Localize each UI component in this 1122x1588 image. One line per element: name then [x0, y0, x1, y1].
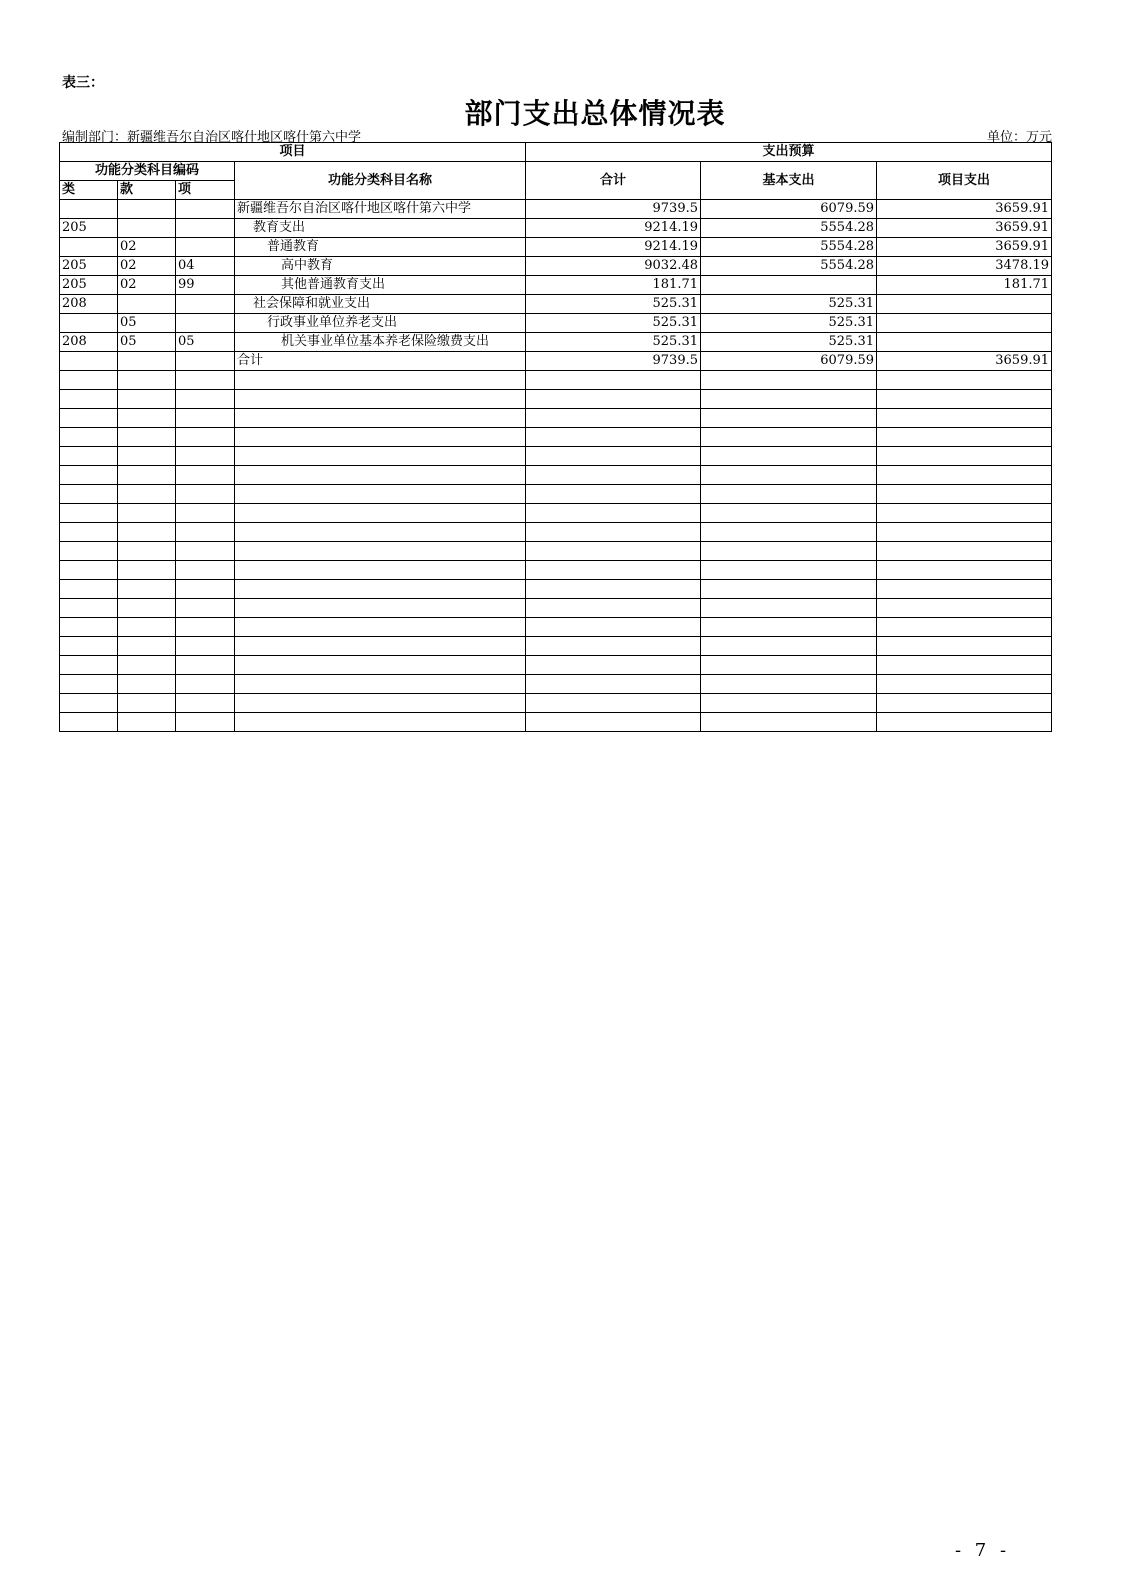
header-lei: 类	[60, 181, 118, 200]
empty-cell	[526, 523, 701, 542]
empty-cell	[526, 713, 701, 732]
empty-cell	[60, 694, 118, 713]
table-label: 表三：	[62, 75, 104, 91]
empty-cell	[176, 675, 235, 694]
table-row	[60, 200, 1052, 219]
empty-cell	[176, 694, 235, 713]
empty-cell	[526, 637, 701, 656]
cell-project: 3659.91	[877, 219, 1052, 238]
empty-cell	[235, 713, 526, 732]
empty-cell	[701, 599, 877, 618]
empty-cell	[176, 390, 235, 409]
empty-cell	[701, 504, 877, 523]
cell-xiang	[176, 314, 235, 333]
empty-cell	[526, 599, 701, 618]
empty-cell	[877, 428, 1052, 447]
empty-cell	[235, 485, 526, 504]
cell-kuan	[118, 352, 176, 371]
header-basic: 基本支出	[701, 162, 877, 200]
empty-cell	[235, 523, 526, 542]
empty-cell	[701, 428, 877, 447]
empty-cell	[701, 618, 877, 637]
cell-project: 3659.91	[877, 238, 1052, 257]
empty-cell	[235, 675, 526, 694]
cell-kuan: 05	[118, 314, 176, 333]
empty-cell	[60, 466, 118, 485]
header-project: 项目	[60, 143, 526, 162]
empty-cell	[701, 713, 877, 732]
header-code-group: 功能分类科目编码	[60, 162, 235, 181]
empty-cell	[235, 618, 526, 637]
cell-name: 机关事业单位基本养老保险缴费支出	[235, 333, 526, 352]
cell-total: 9214.19	[526, 238, 701, 257]
empty-cell	[235, 390, 526, 409]
empty-cell	[118, 542, 176, 561]
empty-cell	[176, 656, 235, 675]
header-budget: 支出预算	[526, 143, 1052, 162]
cell-lei: 205	[60, 276, 118, 295]
empty-cell	[176, 713, 235, 732]
cell-xiang: 99	[176, 276, 235, 295]
empty-cell	[118, 409, 176, 428]
empty-cell	[60, 618, 118, 637]
empty-cell	[235, 371, 526, 390]
cell-xiang	[176, 295, 235, 314]
empty-cell	[176, 523, 235, 542]
empty-cell	[526, 447, 701, 466]
cell-lei: 205	[60, 257, 118, 276]
empty-cell	[235, 561, 526, 580]
empty-cell	[118, 371, 176, 390]
cell-kuan	[118, 219, 176, 238]
cell-kuan: 05	[118, 333, 176, 352]
page-number: - 7 -	[955, 1540, 1011, 1561]
cell-lei	[60, 314, 118, 333]
empty-cell	[235, 504, 526, 523]
empty-cell	[60, 542, 118, 561]
empty-cell	[60, 675, 118, 694]
empty-cell	[118, 675, 176, 694]
empty-cell	[176, 561, 235, 580]
empty-cell	[235, 637, 526, 656]
empty-cell	[877, 675, 1052, 694]
empty-cell	[526, 485, 701, 504]
empty-cell	[526, 694, 701, 713]
empty-cell	[118, 713, 176, 732]
empty-row	[60, 523, 1052, 542]
empty-cell	[701, 371, 877, 390]
empty-row	[60, 447, 1052, 466]
empty-cell	[235, 694, 526, 713]
empty-cell	[60, 580, 118, 599]
empty-cell	[701, 561, 877, 580]
empty-cell	[526, 409, 701, 428]
empty-cell	[701, 656, 877, 675]
empty-cell	[60, 371, 118, 390]
cell-basic: 6079.59	[701, 200, 877, 219]
unit-label: 单位：万元	[986, 130, 1052, 145]
empty-cell	[526, 580, 701, 599]
empty-cell	[877, 694, 1052, 713]
cell-project	[877, 333, 1052, 352]
empty-cell	[176, 599, 235, 618]
empty-cell	[526, 428, 701, 447]
cell-xiang	[176, 238, 235, 257]
cell-total: 525.31	[526, 295, 701, 314]
cell-name: 行政事业单位养老支出	[235, 314, 526, 333]
empty-cell	[235, 428, 526, 447]
cell-lei	[60, 352, 118, 371]
empty-cell	[118, 561, 176, 580]
empty-cell	[701, 542, 877, 561]
empty-cell	[701, 523, 877, 542]
empty-cell	[526, 561, 701, 580]
cell-total: 525.31	[526, 314, 701, 333]
empty-cell	[701, 485, 877, 504]
cell-xiang	[176, 219, 235, 238]
empty-cell	[176, 485, 235, 504]
table-row	[60, 295, 1052, 314]
cell-basic: 525.31	[701, 314, 877, 333]
empty-cell	[877, 713, 1052, 732]
empty-cell	[176, 580, 235, 599]
header-kuan: 款	[118, 181, 176, 200]
empty-cell	[60, 409, 118, 428]
cell-name: 合计	[235, 352, 526, 371]
cell-basic: 525.31	[701, 333, 877, 352]
empty-cell	[60, 428, 118, 447]
empty-cell	[118, 694, 176, 713]
empty-cell	[118, 656, 176, 675]
empty-cell	[877, 580, 1052, 599]
empty-row	[60, 618, 1052, 637]
empty-cell	[235, 447, 526, 466]
cell-total: 181.71	[526, 276, 701, 295]
empty-cell	[176, 447, 235, 466]
cell-project: 3659.91	[877, 200, 1052, 219]
table-row	[60, 352, 1052, 371]
header-row-2	[60, 162, 1052, 181]
empty-cell	[176, 504, 235, 523]
empty-cell	[877, 447, 1052, 466]
cell-project: 3478.19	[877, 257, 1052, 276]
empty-cell	[526, 675, 701, 694]
empty-cell	[176, 428, 235, 447]
cell-name: 新疆维吾尔自治区喀什地区喀什第六中学	[235, 200, 526, 219]
empty-cell	[235, 580, 526, 599]
empty-cell	[701, 580, 877, 599]
empty-cell	[235, 542, 526, 561]
empty-row	[60, 466, 1052, 485]
cell-kuan: 02	[118, 257, 176, 276]
empty-cell	[701, 694, 877, 713]
empty-cell	[877, 656, 1052, 675]
empty-row	[60, 428, 1052, 447]
empty-row	[60, 485, 1052, 504]
empty-cell	[526, 371, 701, 390]
cell-project	[877, 295, 1052, 314]
cell-project: 3659.91	[877, 352, 1052, 371]
cell-total: 9214.19	[526, 219, 701, 238]
empty-cell	[118, 428, 176, 447]
cell-lei	[60, 238, 118, 257]
header-name: 功能分类科目名称	[235, 162, 526, 200]
empty-row	[60, 599, 1052, 618]
empty-cell	[60, 447, 118, 466]
header-total: 合计	[526, 162, 701, 200]
cell-basic: 5554.28	[701, 257, 877, 276]
empty-row	[60, 675, 1052, 694]
empty-cell	[60, 599, 118, 618]
empty-row	[60, 713, 1052, 732]
empty-cell	[176, 409, 235, 428]
empty-cell	[877, 599, 1052, 618]
empty-cell	[118, 447, 176, 466]
header-xiang: 项	[176, 181, 235, 200]
empty-cell	[176, 618, 235, 637]
empty-cell	[701, 675, 877, 694]
empty-cell	[60, 504, 118, 523]
empty-cell	[176, 466, 235, 485]
cell-total: 9032.48	[526, 257, 701, 276]
empty-cell	[118, 599, 176, 618]
empty-cell	[877, 466, 1052, 485]
empty-cell	[176, 371, 235, 390]
empty-cell	[118, 466, 176, 485]
cell-lei: 208	[60, 295, 118, 314]
cell-name: 普通教育	[235, 238, 526, 257]
table-row	[60, 257, 1052, 276]
empty-cell	[526, 504, 701, 523]
empty-cell	[235, 599, 526, 618]
cell-lei: 205	[60, 219, 118, 238]
cell-name: 社会保障和就业支出	[235, 295, 526, 314]
empty-row	[60, 409, 1052, 428]
empty-cell	[701, 637, 877, 656]
empty-cell	[118, 390, 176, 409]
cell-lei: 208	[60, 333, 118, 352]
cell-basic	[701, 276, 877, 295]
cell-total: 9739.5	[526, 200, 701, 219]
empty-cell	[235, 409, 526, 428]
empty-cell	[877, 561, 1052, 580]
empty-cell	[877, 618, 1052, 637]
cell-name: 教育支出	[235, 219, 526, 238]
cell-xiang: 05	[176, 333, 235, 352]
table-row	[60, 314, 1052, 333]
table-row	[60, 238, 1052, 257]
expenditure-table	[59, 142, 1052, 732]
empty-row	[60, 656, 1052, 675]
empty-row	[60, 561, 1052, 580]
empty-cell	[701, 447, 877, 466]
empty-cell	[877, 542, 1052, 561]
table-row	[60, 276, 1052, 295]
empty-cell	[176, 637, 235, 656]
empty-row	[60, 504, 1052, 523]
empty-cell	[701, 409, 877, 428]
empty-cell	[877, 637, 1052, 656]
empty-cell	[60, 637, 118, 656]
cell-total: 525.31	[526, 333, 701, 352]
empty-row	[60, 371, 1052, 390]
cell-basic: 5554.28	[701, 219, 877, 238]
cell-kuan: 02	[118, 276, 176, 295]
cell-xiang: 04	[176, 257, 235, 276]
empty-cell	[60, 390, 118, 409]
empty-cell	[701, 466, 877, 485]
cell-project: 181.71	[877, 276, 1052, 295]
empty-cell	[526, 618, 701, 637]
empty-cell	[526, 466, 701, 485]
cell-kuan	[118, 295, 176, 314]
empty-cell	[877, 371, 1052, 390]
page-title: 部门支出总体情况表	[464, 97, 726, 130]
empty-cell	[877, 390, 1052, 409]
empty-cell	[526, 390, 701, 409]
cell-basic: 525.31	[701, 295, 877, 314]
empty-row	[60, 580, 1052, 599]
empty-row	[60, 542, 1052, 561]
empty-row	[60, 390, 1052, 409]
empty-cell	[118, 618, 176, 637]
empty-cell	[118, 580, 176, 599]
table-row	[60, 219, 1052, 238]
empty-cell	[526, 656, 701, 675]
cell-name: 其他普通教育支出	[235, 276, 526, 295]
empty-cell	[118, 485, 176, 504]
cell-xiang	[176, 200, 235, 219]
empty-row	[60, 694, 1052, 713]
cell-basic: 6079.59	[701, 352, 877, 371]
department-label: 编制部门：新疆维吾尔自治区喀什地区喀什第六中学	[62, 130, 362, 145]
empty-cell	[176, 542, 235, 561]
cell-lei	[60, 200, 118, 219]
empty-cell	[118, 504, 176, 523]
cell-xiang	[176, 352, 235, 371]
empty-cell	[526, 542, 701, 561]
cell-kuan	[118, 200, 176, 219]
empty-cell	[118, 523, 176, 542]
cell-project	[877, 314, 1052, 333]
empty-cell	[877, 409, 1052, 428]
empty-cell	[60, 656, 118, 675]
table-row	[60, 333, 1052, 352]
empty-cell	[118, 637, 176, 656]
empty-cell	[60, 713, 118, 732]
empty-cell	[60, 561, 118, 580]
empty-cell	[877, 523, 1052, 542]
cell-total: 9739.5	[526, 352, 701, 371]
empty-cell	[877, 485, 1052, 504]
empty-cell	[235, 466, 526, 485]
empty-cell	[701, 390, 877, 409]
cell-name: 高中教育	[235, 257, 526, 276]
empty-cell	[235, 656, 526, 675]
cell-kuan: 02	[118, 238, 176, 257]
empty-cell	[877, 504, 1052, 523]
empty-cell	[60, 523, 118, 542]
empty-row	[60, 637, 1052, 656]
header-project-expense: 项目支出	[877, 162, 1052, 200]
header-row-1	[60, 143, 1052, 162]
cell-basic: 5554.28	[701, 238, 877, 257]
empty-cell	[60, 485, 118, 504]
